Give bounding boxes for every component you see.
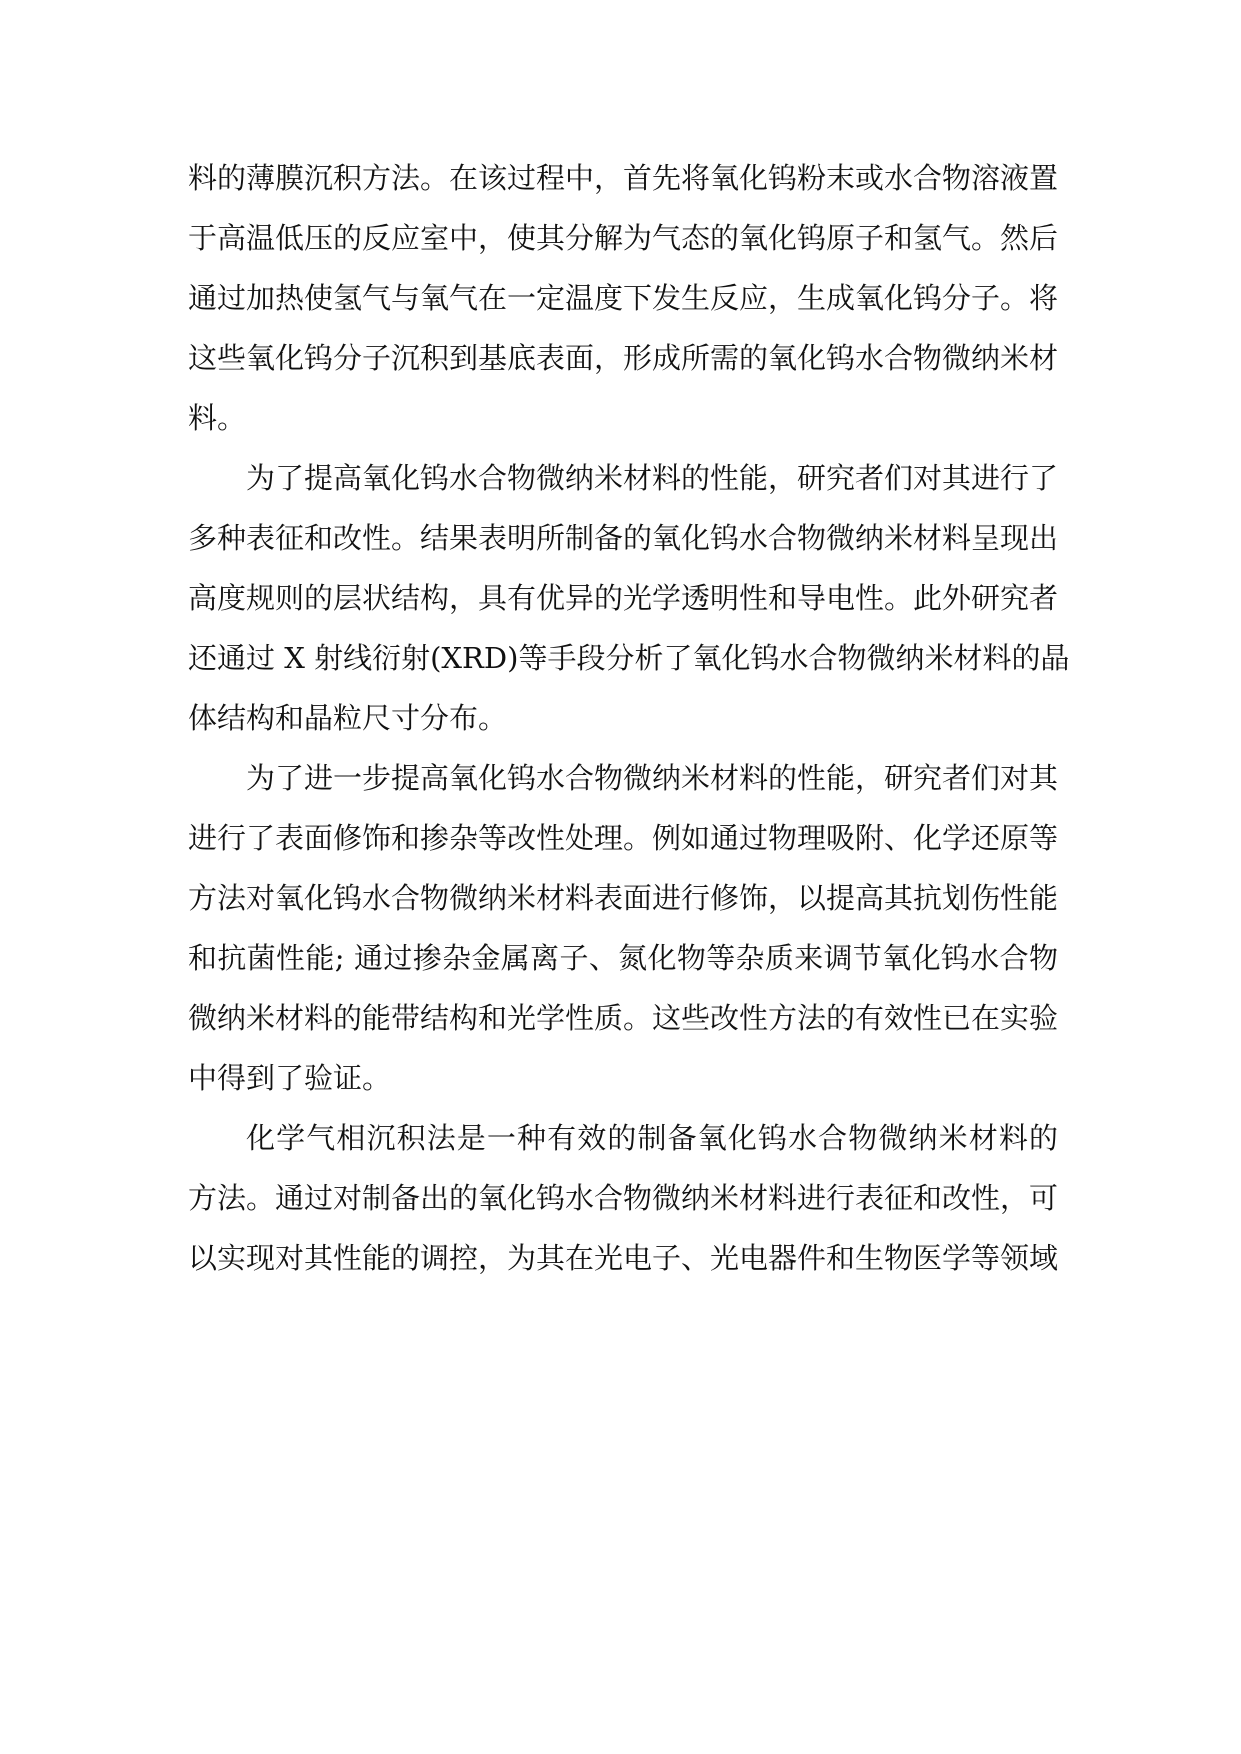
text-line: 多种表征和改性。结果表明所制备的氧化钨水合物微纳米材料呈现出 <box>188 521 1059 555</box>
text-line: 方法对氧化钨水合物微纳米材料表面进行修饰，以提高其抗划伤性能 <box>188 881 1059 915</box>
text-line: 高度规则的层状结构，具有优异的光学透明性和导电性。此外研究者 <box>188 581 1059 615</box>
text-line: 化学气相沉积法是一种有效的制备氧化钨水合物微纳米材料的 <box>246 1121 1058 1155</box>
text-line: 为了提高氧化钨水合物微纳米材料的性能，研究者们对其进行了 <box>246 461 1059 495</box>
text-line: 方法。通过对制备出的氧化钨水合物微纳米材料进行表征和改性，可 <box>188 1181 1059 1215</box>
paragraph-1 <box>188 148 1058 448</box>
text-line: 料。 <box>188 401 247 435</box>
text-line: 以实现对其性能的调控，为其在光电子、光电器件和生物医学等领域 <box>188 1241 1059 1275</box>
document-body <box>188 148 1070 1288</box>
text-line: 还通过 X 射线衍射(XRD)等手段分析了氧化钨水合物微纳米材料的晶 <box>188 641 1070 675</box>
text-line: 通过加热使氢气与氧气在一定温度下发生反应，生成氧化钨分子。将 <box>188 281 1059 315</box>
text-line: 体结构和晶粒尺寸分布。 <box>188 701 508 735</box>
paragraph-3 <box>188 748 1058 1108</box>
text-line: 微纳米材料的能带结构和光学性质。这些改性方法的有效性已在实验 <box>188 1001 1059 1035</box>
paragraph-2 <box>188 448 1070 748</box>
text-line: 料的薄膜沉积方法。在该过程中，首先将氧化钨粉末或水合物溶液置 <box>188 161 1059 195</box>
paragraph-4 <box>188 1108 1058 1288</box>
text-line: 进行了表面修饰和掺杂等改性处理。例如通过物理吸附、化学还原等 <box>188 821 1059 855</box>
text-line: 于高温低压的反应室中，使其分解为气态的氧化钨原子和氢气。然后 <box>188 221 1059 255</box>
text-line: 这些氧化钨分子沉积到基底表面，形成所需的氧化钨水合物微纳米材 <box>188 341 1059 375</box>
text-line: 为了进一步提高氧化钨水合物微纳米材料的性能，研究者们对其 <box>246 761 1059 795</box>
text-line: 中得到了验证。 <box>188 1061 392 1095</box>
text-line: 和抗菌性能; 通过掺杂金属离子、氮化物等杂质来调节氧化钨水合物 <box>188 941 1058 975</box>
